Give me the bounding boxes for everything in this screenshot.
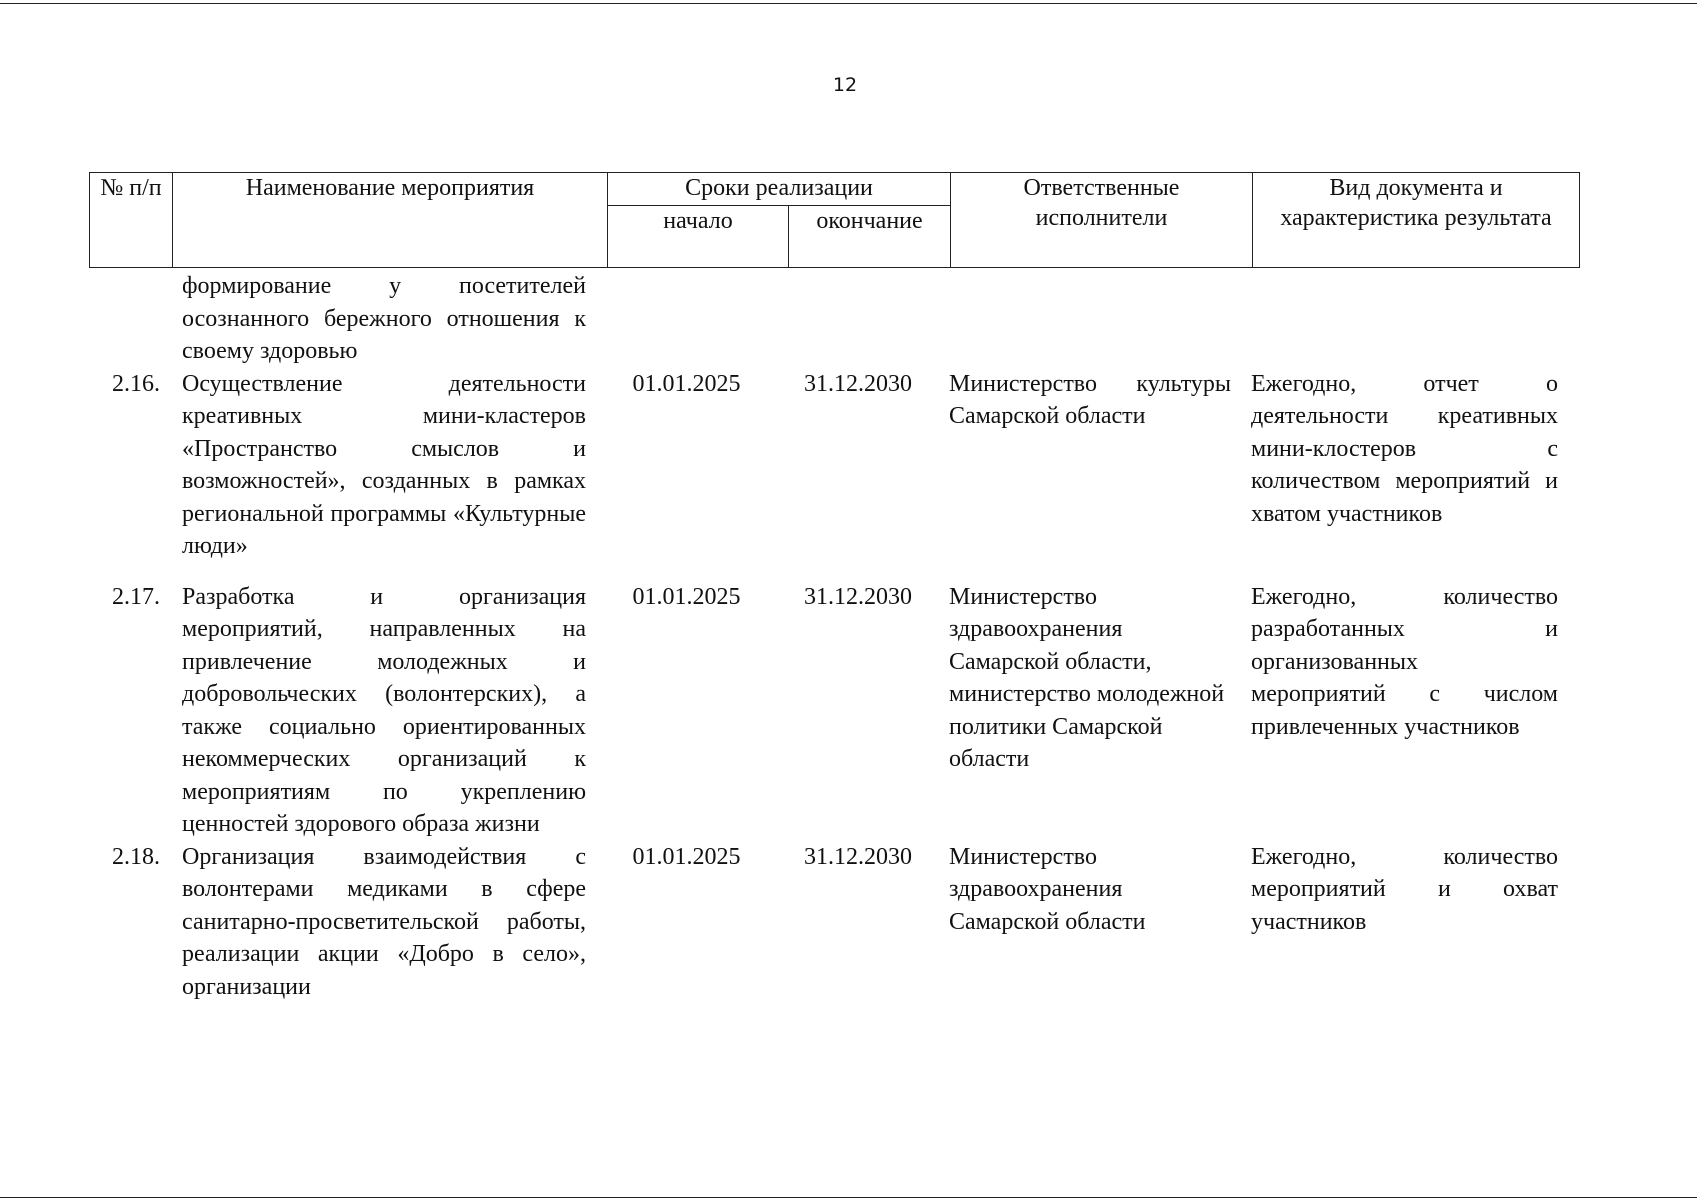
- row-name: Организация взаимодействия с волонтерами медиками в сфере санитарно-просветительской работы, реализации акции «Добро в село», организации: [182, 843, 586, 1000]
- page-number: 12: [832, 74, 858, 96]
- row-responsible: Министерство здравоохранения Самарской области: [949, 843, 1146, 935]
- row-end-date: 31.12.2030: [804, 583, 912, 610]
- scan-top-border: [0, 3, 1697, 4]
- scan-bottom-border: [0, 1197, 1697, 1198]
- header-name: Наименование мероприятия: [173, 173, 608, 268]
- row-end-date: 31.12.2030: [804, 370, 912, 397]
- row-end-date: 31.12.2030: [804, 843, 912, 870]
- row-result: Ежегодно, количество разработанных и организованных мероприятий с числом привлеченных участников: [1251, 583, 1558, 740]
- row-start-date: 01.01.2025: [632, 583, 741, 610]
- header-num: № п/п: [90, 173, 173, 268]
- row-responsible: Министерство культуры Самарской области: [949, 370, 1231, 429]
- header-end: окончание: [789, 206, 951, 268]
- header-start: начало: [608, 206, 789, 268]
- header-responsible: Ответственные исполнители: [951, 173, 1253, 268]
- row-name: Разработка и организация мероприятий, направленных на привлечение молодежных и добровольческих (волонтерских), а также социально ориентированных некоммерческих организаций к мероприятиям по укреплению ценностей здорового образа жизни: [182, 583, 586, 837]
- row-start-date: 01.01.2025: [632, 843, 741, 870]
- row-responsible: Министерство здравоохранения Самарской области, министерство молодежной политики Самарской области: [949, 583, 1225, 772]
- row-start-date: 01.01.2025: [632, 370, 741, 397]
- table-body: [89, 270, 1568, 1003]
- row-number: 2.17.: [112, 583, 160, 610]
- header-result: Вид документа и характеристика результата: [1253, 173, 1580, 268]
- header-period: Сроки реализации: [608, 173, 951, 206]
- row-result: Ежегодно, количество мероприятий и охват участников: [1251, 843, 1558, 935]
- row-number: 2.18.: [112, 843, 160, 870]
- row-number: 2.16.: [112, 370, 160, 397]
- continuation-text: формирование у посетителей осознанного бережного отношения к своему здоровью: [182, 273, 586, 364]
- table-header: [89, 172, 1580, 268]
- continuation-num-cell: [89, 270, 172, 368]
- row-name: Осуществление деятельности креативных мини-кластеров «Пространство смыслов и возможностей», созданных в рамках региональной программы «Культурные люди»: [182, 370, 586, 559]
- row-result: Ежегодно, отчет о деятельности креативных мини-клостеров с количеством мероприятий и хватом участников: [1251, 370, 1558, 527]
